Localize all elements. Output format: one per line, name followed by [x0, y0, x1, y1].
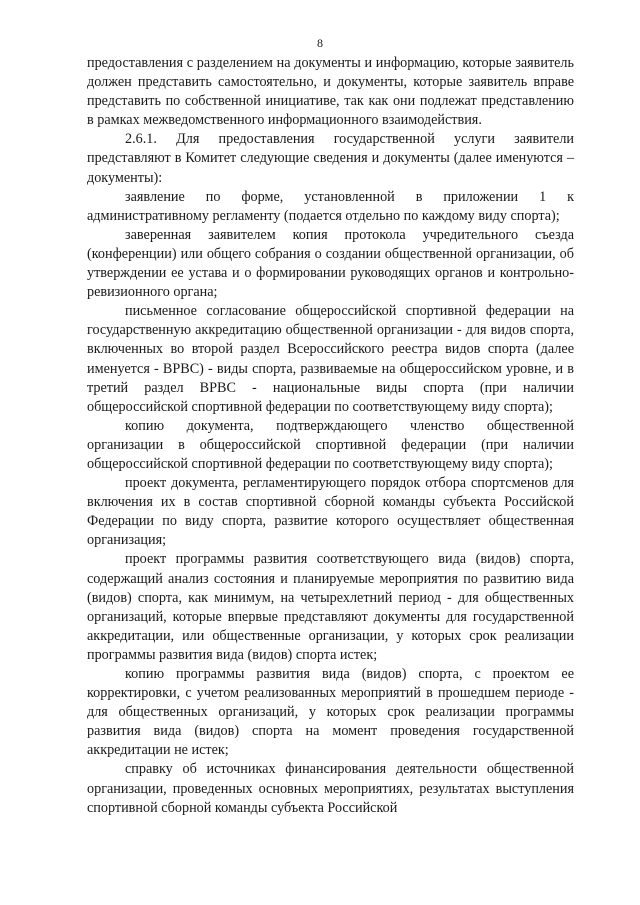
paragraph-application-form: заявление по форме, установленной в приложении 1 к административному регламенту (подается отдельно по каждому виду спорта); [87, 188, 574, 224]
document-body [87, 54, 574, 818]
page-number: 8 [317, 36, 323, 50]
paragraph-funding-certificate: справку об источниках финансирования деятельности общественной организации, проведенных основных мероприятиях, результатах выступления спортивной сборной команды субъекта Российской [87, 761, 574, 816]
paragraph-development-program-copy: копию программы развития вида (видов) спорта, с проектом ее корректировки, с учетом реализованных мероприятий в прошедшем периоде - для общественных организаций, у которых срок реализации программы развития вида (видов) спорта на момент проведения государственной аккредитации не истек; [87, 666, 574, 759]
paragraph-protocol-copy: заверенная заявителем копия протокола учредительного съезда (конференции) или общего собрания о создании общественной организации, об утверждении ее устава и о формировании руководящих органов и контрольно-ревизионного органа; [87, 226, 574, 301]
paragraph-section-2-6-1: 2.6.1. Для предоставления государственной услуги заявители представляют в Комитет следующие сведения и документы (далее именуются – документы): [87, 131, 574, 186]
paragraph-membership-copy: копию документа, подтверждающего членство общественной организации в общероссийской спортивной федерации (при наличии общероссийской спортивной федерации по соответствующему виду спорта); [87, 417, 574, 472]
paragraph-development-program-draft: проект программы развития соответствующего вида (видов) спорта, содержащий анализ состояния и планируемые мероприятия по развитию вида (видов) спорта, как минимум, на четырехлетний период - для общественных организаций, которые впервые представляют документы для государственной аккредитации, или общественные организации, у которых срок реализации программы развития вида (видов) спорта истек; [87, 551, 574, 663]
paragraph-federation-approval: письменное согласование общероссийской спортивной федерации на государственную аккредитацию общественной организации - для видов спорта, включенных во второй раздел Всероссийского реестра видов спорта (далее именуется - ВРВС) - виды спорта, развиваемые на общероссийском уровне, и в третий раздел ВРВС - национальные виды спорта (при наличии общероссийской спортивной федерации по соответствующему виду спорта); [87, 303, 574, 415]
paragraph-selection-document: проект документа, регламентирующего порядок отбора спортсменов для включения их в состав спортивной сборной команды субъекта Российской Федерации по виду спорта, развитие которого осуществляет общественная организация; [87, 475, 574, 549]
paragraph-continuation: предоставления с разделением на документы и информацию, которые заявитель должен представить самостоятельно, и документы, которые заявитель вправе представить по собственной инициативе, так как они подлежат представлению в рамках межведомственного информационного взаимодействия. [87, 55, 574, 129]
